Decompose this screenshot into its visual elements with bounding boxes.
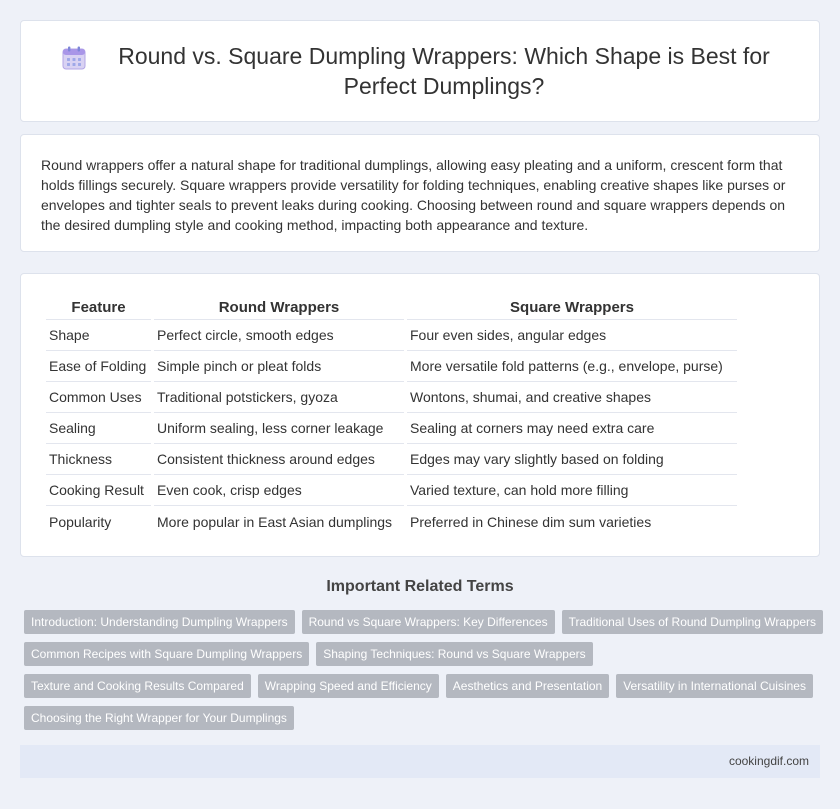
table-cell: Thickness (46, 444, 151, 475)
table-cell: Consistent thickness around edges (154, 444, 404, 475)
related-term-tag[interactable]: Traditional Uses of Round Dumpling Wrappers (562, 610, 823, 634)
column-header-square: Square Wrappers (407, 296, 737, 320)
table-header-row (46, 296, 737, 320)
related-term-tag[interactable]: Shaping Techniques: Round vs Square Wrappers (316, 642, 592, 666)
page-title: Round vs. Square Dumpling Wrappers: Which Shape is Best for Perfect Dumplings? (118, 43, 770, 99)
summary-card (20, 134, 820, 252)
related-term-tag[interactable]: Common Recipes with Square Dumpling Wrappers (24, 642, 309, 666)
table-cell: Sealing (46, 413, 151, 444)
column-header-round: Round Wrappers (154, 296, 404, 320)
related-term-tag[interactable]: Texture and Cooking Results Compared (24, 674, 251, 698)
table-cell: Wontons, shumai, and creative shapes (407, 382, 737, 413)
table-cell: Ease of Folding (46, 351, 151, 382)
table-cell: Edges may vary slightly based on folding (407, 444, 737, 475)
calendar-icon (61, 45, 87, 71)
title-card (20, 20, 820, 122)
table-cell: Uniform sealing, less corner leakage (154, 413, 404, 444)
table-cell: Common Uses (46, 382, 151, 413)
related-terms-heading: Important Related Terms (326, 578, 514, 595)
table-cell: Perfect circle, smooth edges (154, 320, 404, 351)
related-term-tag[interactable]: Introduction: Understanding Dumpling Wrappers (24, 610, 295, 634)
related-terms-list (24, 610, 824, 730)
table-cell: Sealing at corners may need extra care (407, 413, 737, 444)
table-row (46, 320, 737, 351)
table-cell: More versatile fold patterns (e.g., envelope, purse) (407, 351, 737, 382)
table-cell: Popularity (49, 513, 112, 530)
table-row (46, 444, 737, 475)
table-cell: Cooking Result (46, 475, 151, 506)
table-row (46, 413, 737, 444)
table-cell: Simple pinch or pleat folds (154, 351, 404, 382)
table-cell: Varied texture, can hold more filling (407, 475, 737, 506)
related-term-tag[interactable]: Wrapping Speed and Efficiency (258, 674, 439, 698)
related-term-tag[interactable]: Aesthetics and Presentation (446, 674, 609, 698)
table-cell: Four even sides, angular edges (407, 320, 737, 351)
table-cell: Even cook, crisp edges (154, 475, 404, 506)
footer (20, 745, 820, 778)
table-cell: Traditional potstickers, gyoza (154, 382, 404, 413)
comparison-table (43, 296, 740, 537)
table-row (46, 506, 737, 537)
table-cell: More popular in East Asian dumplings (157, 513, 393, 530)
footer-site-link[interactable]: cookingdif.com (728, 754, 809, 768)
table-cell: Shape (46, 320, 151, 351)
table-row (46, 382, 737, 413)
comparison-card (20, 273, 820, 557)
related-term-tag[interactable]: Versatility in International Cuisines (616, 674, 813, 698)
table-row (46, 475, 737, 506)
summary-paragraph: Round wrappers offer a natural shape for traditional dumplings, allowing easy pleating and a uniform, crescent form that holds fillings securely. Square wrappers provide versatility for folding techniques, enabling creative shapes like purses or envelopes and tighter seals to prevent leaks during cooking. Choosing between round and square wrappers depends on the desired dumpling style and cooking method, impacting both appearance and texture. (41, 157, 786, 233)
table-row (46, 351, 737, 382)
related-term-tag[interactable]: Round vs Square Wrappers: Key Differences (302, 610, 555, 634)
table-cell: Preferred in Chinese dim sum varieties (410, 513, 652, 530)
related-term-tag[interactable]: Choosing the Right Wrapper for Your Dumplings (24, 706, 294, 730)
column-header-feature: Feature (46, 296, 151, 320)
